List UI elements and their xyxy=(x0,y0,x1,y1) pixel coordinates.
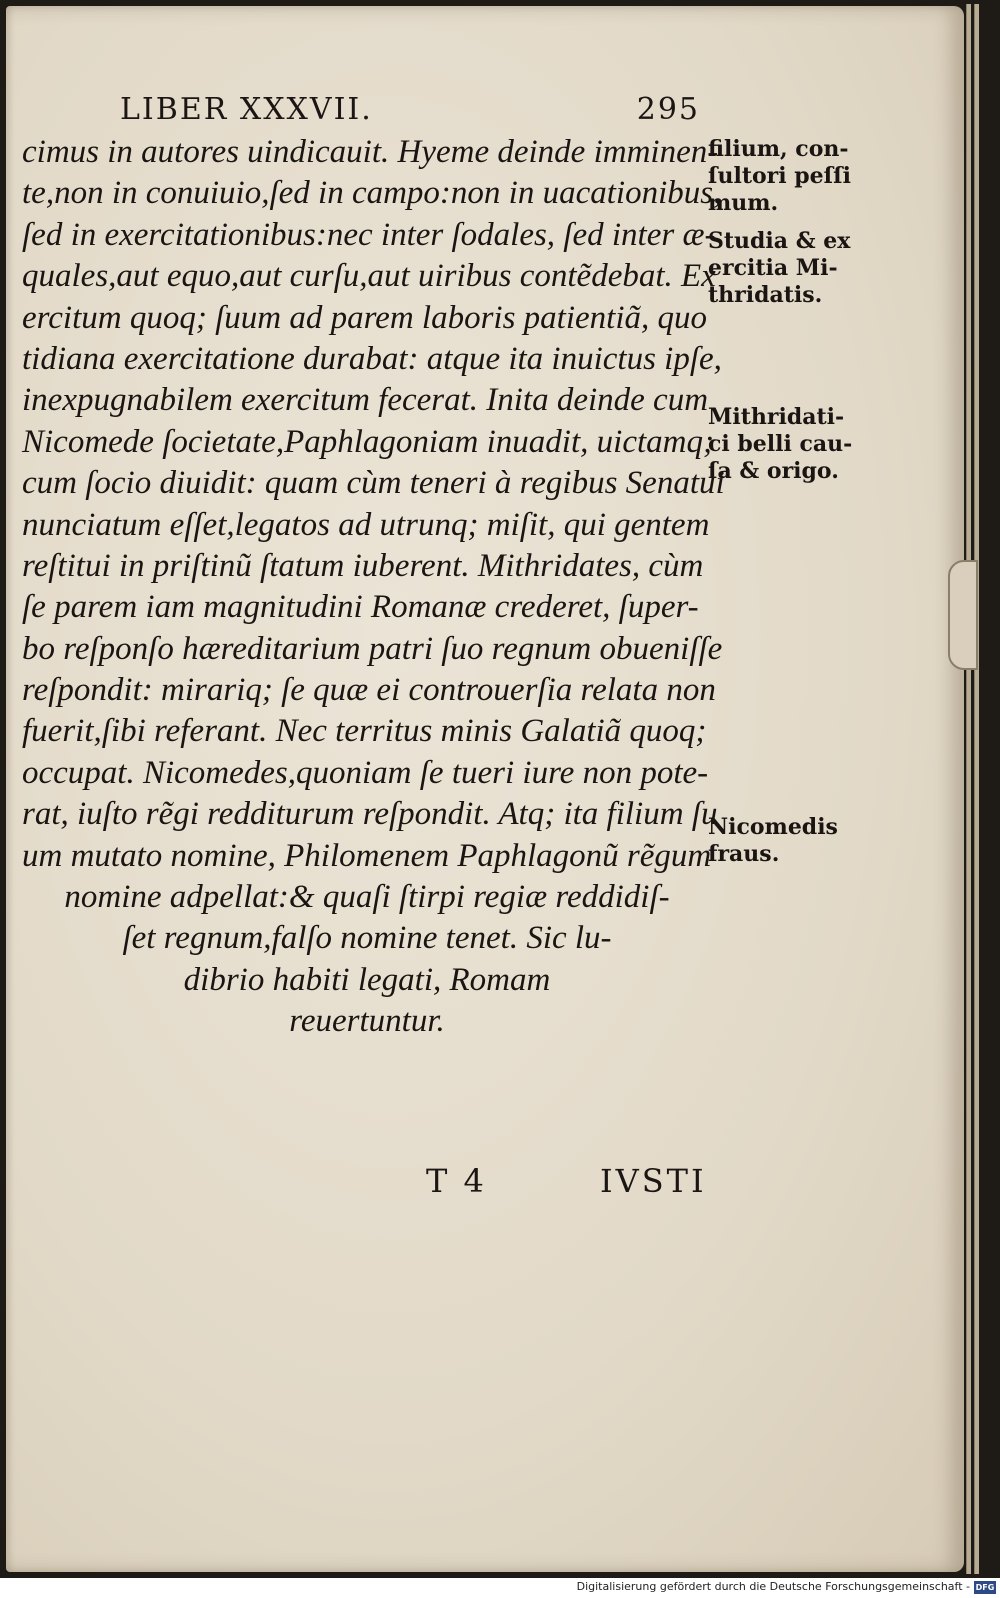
text-line: reuertuntur. xyxy=(289,1003,445,1040)
text-line: te,non in conuiuio,ſed in campo:non in uacationibus, xyxy=(22,175,722,212)
running-head-title: LIBER XXXVII. xyxy=(120,92,373,127)
page-tab xyxy=(948,560,978,670)
text-line: um mutato nomine, Philomenem Paphlagonũ rẽgum xyxy=(22,837,712,874)
text-line: ſe parem iam magnitudini Romanæ crederet, ſuper- xyxy=(22,589,699,626)
signature-mark: T 4 xyxy=(426,1162,487,1200)
page-number: 295 xyxy=(636,92,700,127)
text-line: occupat. Nicomedes,quoniam ſe tueri iure non pote- xyxy=(22,754,709,791)
text-line: inexpugnabilem exercitum fecerat. Inita deinde cum xyxy=(22,382,709,419)
text-line: fuerit,ſibi referant. Nec territus minis Galatiã quoq; xyxy=(22,713,707,750)
text-line: reſtitui in priſtinũ ſtatum iuberent. Mithridates, cùm xyxy=(22,547,704,584)
catchword: IVSTI xyxy=(600,1162,707,1200)
text-line: bo reſponſo hæreditarium patri ſuo regnum obueniſſe xyxy=(22,630,723,667)
main-text xyxy=(22,132,725,1043)
text-line: rat, iuſto rẽgi redditurum reſpondit. Atq; ita filium ſu xyxy=(22,796,718,833)
footer-credit: Digitalisierung gefördert durch die Deutsche Forschungsgemeinschaft - xyxy=(576,1580,970,1593)
margin-note: filium, con- ſultori peſſi mum. xyxy=(708,136,851,216)
text-line: cum ſocio diuidit: quam cùm teneri à regibus Senatui xyxy=(22,465,725,502)
page-edge xyxy=(966,4,971,1574)
page-edge xyxy=(974,4,979,1574)
text-line: ſed in exercitationibus:nec inter ſodales, ſed inter æ- xyxy=(22,216,716,253)
footer xyxy=(0,1578,1000,1598)
text-line: reſpondit: mirariq; ſe quæ ei controuerſia relata non xyxy=(22,672,716,709)
text-line: nunciatum eſſet,legatos ad utrunq; miſit, qui gentem xyxy=(22,506,710,543)
text-line: Nicomede ſocietate,Paphlagoniam inuadit, uictamq; xyxy=(22,423,714,460)
dfg-logo: DFG xyxy=(975,1583,995,1592)
margin-note: Nicomedis fraus. xyxy=(708,814,838,867)
text-line: dibrio habiti legati, Romam xyxy=(183,961,551,998)
text-line: ercitum quoq; ſuum ad parem laboris patientiã, quo xyxy=(22,299,708,336)
text-line: nomine adpellat:& quaſi ſtirpi regiæ reddidiſ- xyxy=(64,879,670,916)
text-line: quales,aut equo,aut curſu,aut uiribus contẽdebat. Ex xyxy=(22,258,716,295)
running-head xyxy=(120,92,710,132)
text-line: tidiana exercitatione durabat: atque ita inuictus ipſe, xyxy=(22,340,722,377)
text-line: ſet regnum,falſo nomine tenet. Sic lu- xyxy=(122,920,612,957)
margin-note: Studia & ex ercitia Mi- thridatis. xyxy=(708,228,851,308)
text-line: cimus in autores uindicauit. Hyeme deinde imminen- xyxy=(22,134,719,170)
margin-note: Mithridati- ci belli cau- ſa & origo. xyxy=(708,404,853,484)
